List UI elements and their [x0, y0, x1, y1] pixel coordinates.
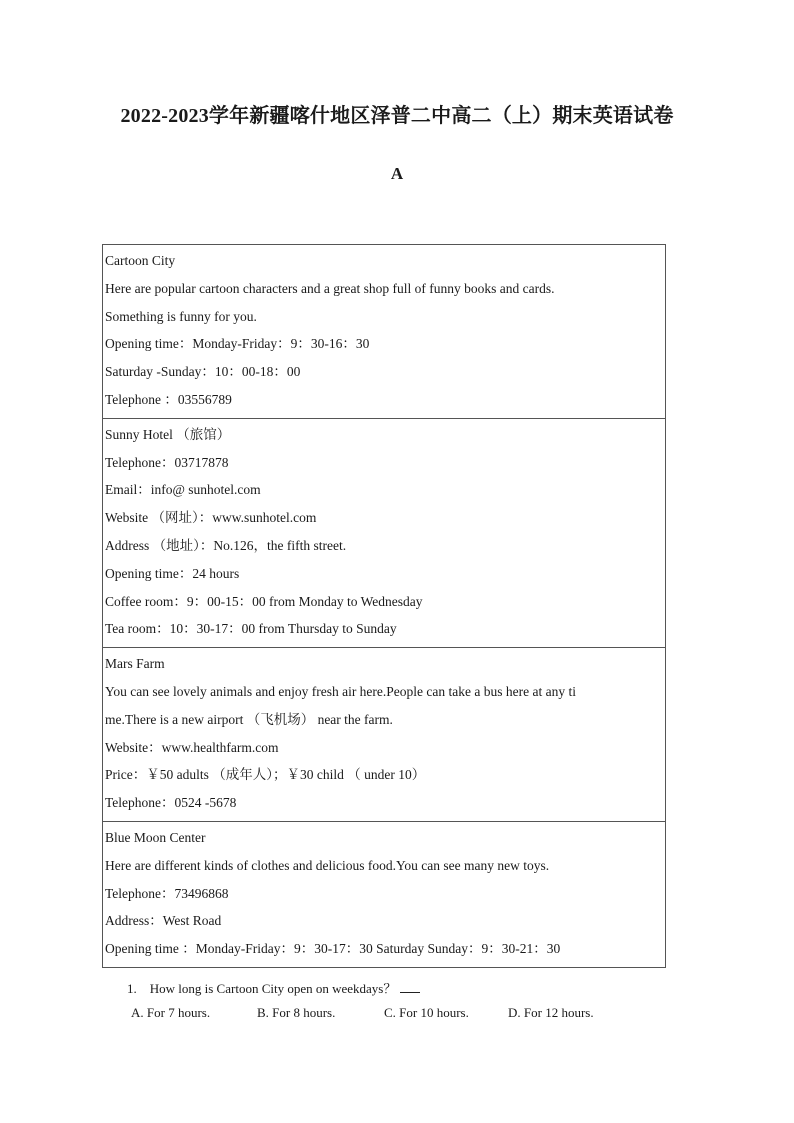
table-row-blue-moon-center — [103, 821, 666, 967]
block-line: Tea room：10：30-17：00 from Thursday to Sunday — [105, 621, 397, 637]
block-line: You can see lovely animals and enjoy fresh air here.People can take a bus here at any ti — [105, 683, 576, 699]
option-letter: A. — [131, 1005, 144, 1020]
block-line: Telephone：73496868 — [105, 885, 229, 901]
block-line: Address：West Road — [105, 913, 222, 929]
question-1 — [127, 978, 420, 997]
block-line: Here are different kinds of clothes and delicious food.You can see many new toys. — [105, 857, 550, 873]
option-text: For 7 hours. — [146, 1005, 211, 1020]
option-letter: B. — [257, 1005, 269, 1020]
option-letter: C. — [384, 1005, 396, 1020]
block-line: Coffee room：9：00-15：00 from Monday to Wednesday — [105, 593, 423, 609]
block-line: Here are popular cartoon characters and a great shop full of funny books and cards. — [105, 280, 555, 296]
answer-blank[interactable] — [400, 980, 420, 993]
option-b[interactable] — [257, 1005, 384, 1021]
question-text: How long is Cartoon City open on weekdays？ — [149, 981, 397, 996]
block-line: Address （地址）：No.126，the fifth street. — [105, 537, 347, 553]
cell-cartoon-city — [103, 245, 666, 419]
block-line: Opening time ：Monday-Friday：9：30-17：30 Saturday Sunday：9：30-21：30 — [105, 941, 561, 957]
cell-mars-farm — [103, 648, 666, 822]
info-table — [102, 244, 666, 968]
table-row-sunny-hotel — [103, 418, 666, 647]
cell-blue-moon-center — [103, 821, 666, 967]
block-name: Mars Farm — [105, 656, 165, 672]
exam-title: 2022-2023学年新疆喀什地区泽普二中高二（上）期末英语试卷 — [120, 105, 674, 127]
block-line: Telephone：03717878 — [105, 454, 229, 470]
block-line: Price：￥50 adults （成年人）；￥30 child （ under 10） — [105, 767, 426, 783]
block-line: Opening time：Monday-Friday：9：30-16：30 — [105, 336, 370, 352]
block-name: Sunny Hotel （旅馆） — [105, 426, 231, 442]
block-line: Email：info@ sunhotel.com — [105, 482, 261, 498]
option-c[interactable] — [384, 1005, 508, 1021]
block-line: Telephone：0524 -5678 — [105, 795, 237, 811]
option-text: For 8 hours. — [272, 1005, 336, 1020]
table-row-cartoon-city — [103, 245, 666, 419]
block-name: Cartoon City — [105, 253, 176, 268]
block-line: me.There is a new airport （飞机场） near the farm. — [105, 711, 393, 727]
block-line: Something is funny for you. — [105, 308, 257, 324]
option-a[interactable] — [131, 1005, 257, 1021]
cell-sunny-hotel — [103, 418, 666, 647]
section-label: A — [390, 164, 404, 183]
block-line: Website：www.healthfarm.com — [105, 739, 279, 755]
table-row-mars-farm — [103, 648, 666, 822]
option-text: For 12 hours. — [523, 1005, 594, 1020]
block-line: Saturday -Sunday：10：00-18：00 — [105, 364, 301, 380]
option-letter: D. — [508, 1005, 521, 1020]
option-text: For 10 hours. — [399, 1005, 469, 1020]
block-line: Opening time：24 hours — [105, 565, 240, 581]
block-line: Telephone ：03556789 — [105, 391, 232, 407]
answer-options — [131, 1005, 594, 1021]
option-d[interactable] — [508, 1005, 594, 1021]
block-line: Website （网址）：www.sunhotel.com — [105, 510, 317, 526]
block-name: Blue Moon Center — [105, 829, 206, 845]
question-number: 1. — [127, 981, 137, 996]
